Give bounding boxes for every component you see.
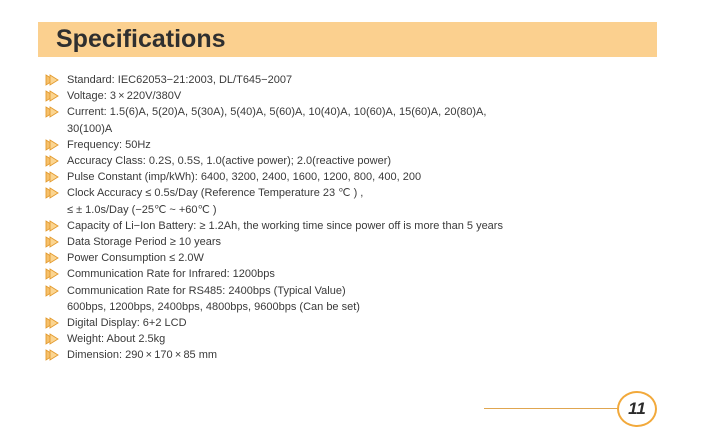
- double-play-arrow-icon: [45, 155, 59, 167]
- spec-item: [45, 218, 665, 234]
- spec-text-continuation: 30(100)A: [67, 122, 113, 135]
- double-play-arrow-icon: [45, 268, 59, 280]
- spec-text: Frequency: 50Hz: [67, 138, 151, 151]
- spec-text: Digital Display: 6+2 LCD: [67, 317, 187, 330]
- double-play-arrow-icon: [45, 139, 59, 151]
- spec-text: Pulse Constant (imp/kWh): 6400, 3200, 2400, 1600, 1200, 800, 400, 200: [67, 171, 422, 184]
- double-play-arrow-icon: [45, 285, 59, 297]
- double-play-arrow-icon: [45, 349, 59, 361]
- double-play-arrow-icon: [45, 236, 59, 248]
- spec-text: Dimension: 290 × 170 × 85 mm: [67, 349, 218, 362]
- spec-text: Data Storage Period ≥ 10 years: [67, 236, 222, 249]
- double-play-arrow-icon: [45, 252, 59, 264]
- spec-item: [45, 234, 665, 250]
- spec-text: Standard: IEC62053−21:2003, DL/T645−2007: [67, 74, 293, 86]
- double-play-arrow-icon: [45, 74, 59, 86]
- page-title: Specifications: [56, 25, 226, 53]
- double-play-arrow-icon: [45, 187, 59, 199]
- spec-item: [45, 266, 665, 282]
- double-play-arrow-icon: [45, 171, 59, 183]
- spec-text: Communication Rate for Infrared: 1200bps: [67, 268, 275, 281]
- spec-item: [45, 88, 665, 104]
- double-play-arrow-icon: [45, 220, 59, 232]
- spec-item: [45, 104, 665, 136]
- spec-item: [45, 347, 665, 363]
- spec-text-continuation: ≤ ± 1.0s/Day (−25℃ ~ +60℃ ): [67, 203, 217, 216]
- spec-item: [45, 72, 665, 88]
- spec-text: Weight: About 2.5kg: [67, 333, 166, 346]
- double-play-arrow-icon: [45, 333, 59, 345]
- spec-text: Clock Accuracy ≤ 0.5s/Day (Reference Temperature 23 ℃ ) ,: [67, 187, 364, 200]
- spec-item: [45, 283, 665, 315]
- footer-rule: [484, 408, 619, 409]
- spec-item: [45, 315, 665, 331]
- spec-text: Accuracy Class: 0.2S, 0.5S, 1.0(active power); 2.0(reactive power): [67, 155, 392, 168]
- double-play-arrow-icon: [45, 106, 59, 118]
- specifications-list: [45, 72, 665, 364]
- spec-text: Power Consumption ≤ 2.0W: [67, 252, 204, 265]
- spec-text: Voltage: 3 × 220V/380V: [67, 90, 182, 103]
- spec-text: Communication Rate for RS485: 2400bps (Typical Value): [67, 284, 346, 297]
- spec-text: Capacity of Li−Ion Battery: ≥ 1.2Ah, the working time since power off is more than 5 years: [67, 219, 503, 232]
- section-header: [38, 22, 657, 57]
- spec-text-continuation: 600bps, 1200bps, 2400bps, 4800bps, 9600bps (Can be set): [67, 300, 360, 313]
- page-number-badge: [617, 391, 657, 427]
- spec-item: [45, 250, 665, 266]
- double-play-arrow-icon: [45, 317, 59, 329]
- spec-item: [45, 169, 665, 185]
- double-play-arrow-icon: [45, 90, 59, 102]
- spec-item: [45, 185, 665, 217]
- spec-text: Current: 1.5(6)A, 5(20)A, 5(30A), 5(40)A, 5(60)A, 10(40)A, 10(60)A, 15(60)A, 20(80)A,: [67, 106, 487, 119]
- spec-item: [45, 137, 665, 153]
- page-number: 11: [628, 399, 646, 418]
- spec-item: [45, 331, 665, 347]
- spec-item: [45, 153, 665, 169]
